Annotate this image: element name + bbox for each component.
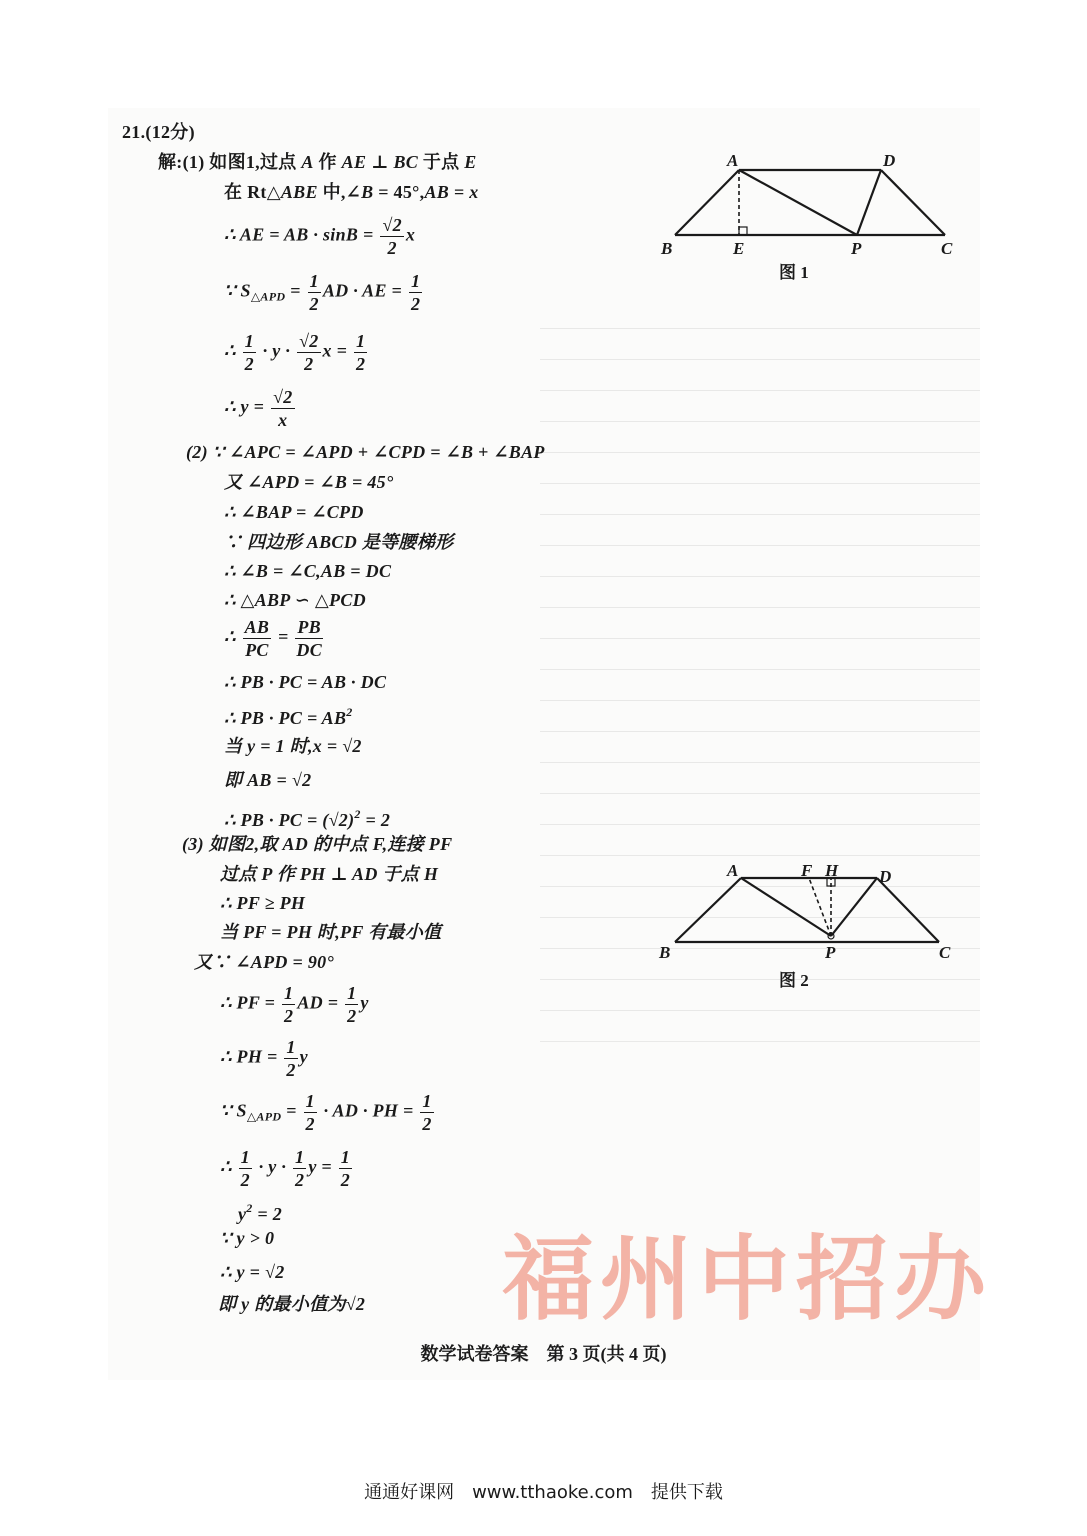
part2-line1: (2) ∵ ∠APC = ∠APD + ∠CPD = ∠B + ∠BAP — [186, 442, 545, 462]
part1-line2: 在 Rt△ABE 中,∠B = 45°,AB = x — [224, 182, 479, 202]
part2-line9: ∴ PB · PC = $AB^2$ — [224, 705, 353, 728]
part2-line2: 又 ∠APD = ∠B = 45° — [224, 472, 394, 492]
fig1-label-b: B — [661, 239, 673, 258]
fig2-label-d: D — [879, 867, 892, 886]
figure-2 — [655, 856, 965, 971]
part3-line12: ∴ y = √2 — [220, 1262, 285, 1282]
part2-line10: 当 y = 1 时,x = √2 — [224, 736, 362, 756]
part3-line3: ∴ PF ≥ PH — [220, 893, 306, 913]
part3-line1: (3) 如图2,取 AD 的中点 F,连接 PF — [182, 834, 453, 854]
part1-line1: 解:(1) 如图1,过点 A 作 AE ⊥ BC 于点 E — [158, 152, 477, 172]
part2-line7: ∴ $\frac{AB}{PC}$ = $\frac{PB}{DC}$ — [224, 617, 322, 660]
fig2-label-f: F — [801, 861, 813, 880]
part3-line2: 过点 P 作 PH ⊥ AD 于点 H — [220, 864, 439, 884]
fig1-label-e: E — [733, 239, 745, 258]
part3-line8: ∵ $S_{\triangle APD}$ = $\frac{1}{2}$ · AD · PH = $\frac{1}{2}$ — [220, 1091, 432, 1134]
part3-line9: ∴ $\frac{1}{2}$ · y · $\frac{1}{2}$ y = $\frac{1}{2}$ — [220, 1147, 351, 1190]
fig1-label-d: D — [883, 151, 896, 170]
part3-line4: 当 PF = PH 时,PF 有最小值 — [220, 922, 442, 942]
part2-line8: ∴ PB · PC = AB · DC — [224, 672, 387, 692]
part1-line5: ∴ $\frac{1}{2}$ · y · $\frac{√2}{2}$ x = $\frac{1}{2}$ — [224, 331, 366, 374]
figure-1 — [655, 150, 965, 265]
fig1-caption: 图 1 — [779, 263, 809, 282]
fig2-label-p: P — [825, 943, 836, 962]
fig2-label-h: H — [825, 861, 839, 880]
part3-line10: $y^2 = 2$ — [238, 1201, 283, 1224]
site-credit: 通通好课网 www.tthaoke.com 提供下载 — [364, 1482, 723, 1503]
part1-line3: ∴ AE = AB · sinB = $\frac{√2}{2}$ x — [224, 215, 416, 258]
part3-line13: 即 y 的最小值为√2 — [218, 1294, 366, 1314]
fig2-label-c: C — [939, 943, 951, 962]
part2-line3: ∴ ∠BAP = ∠CPD — [224, 502, 364, 522]
part2-line5: ∴ ∠B = ∠C,AB = DC — [224, 561, 392, 581]
fig2-caption: 图 2 — [779, 971, 809, 990]
fig1-label-a: A — [727, 151, 739, 170]
part3-line5: 又∵ ∠APD = 90° — [194, 952, 334, 972]
question-header: 21.(12分) — [122, 122, 195, 142]
part2-line11: 即 AB = √2 — [224, 770, 312, 790]
fig1-label-p: P — [851, 239, 862, 258]
part1-line6: ∴ y = $\frac{√2}{x}$ — [224, 387, 293, 430]
part1-line4: ∵ $S_{\triangle APD}$ = $\frac{1}{2}$ AD · AE = $\frac{1}{2}$ — [224, 271, 421, 314]
part3-line6: ∴ PF = $\frac{1}{2}$ AD = $\frac{1}{2}$ y — [220, 983, 369, 1026]
part2-line12: ∴ PB · PC = $(√2)^2 = 2$ — [224, 807, 391, 830]
part2-line4: ∵ 四边形 ABCD 是等腰梯形 — [224, 532, 454, 552]
watermark: 福州中招办 — [502, 1226, 993, 1333]
part2-line6: ∴ △ABP ∽ △PCD — [224, 590, 366, 610]
part3-line7: ∴ PH = $\frac{1}{2}$ y — [220, 1037, 308, 1080]
fig2-label-b: B — [659, 943, 671, 962]
fig2-label-a: A — [727, 861, 739, 880]
page-footer: 数学试卷答案 第 3 页(共 4 页) — [420, 1344, 667, 1364]
part3-line11: ∵ y > 0 — [220, 1228, 275, 1248]
fig1-label-c: C — [941, 239, 953, 258]
